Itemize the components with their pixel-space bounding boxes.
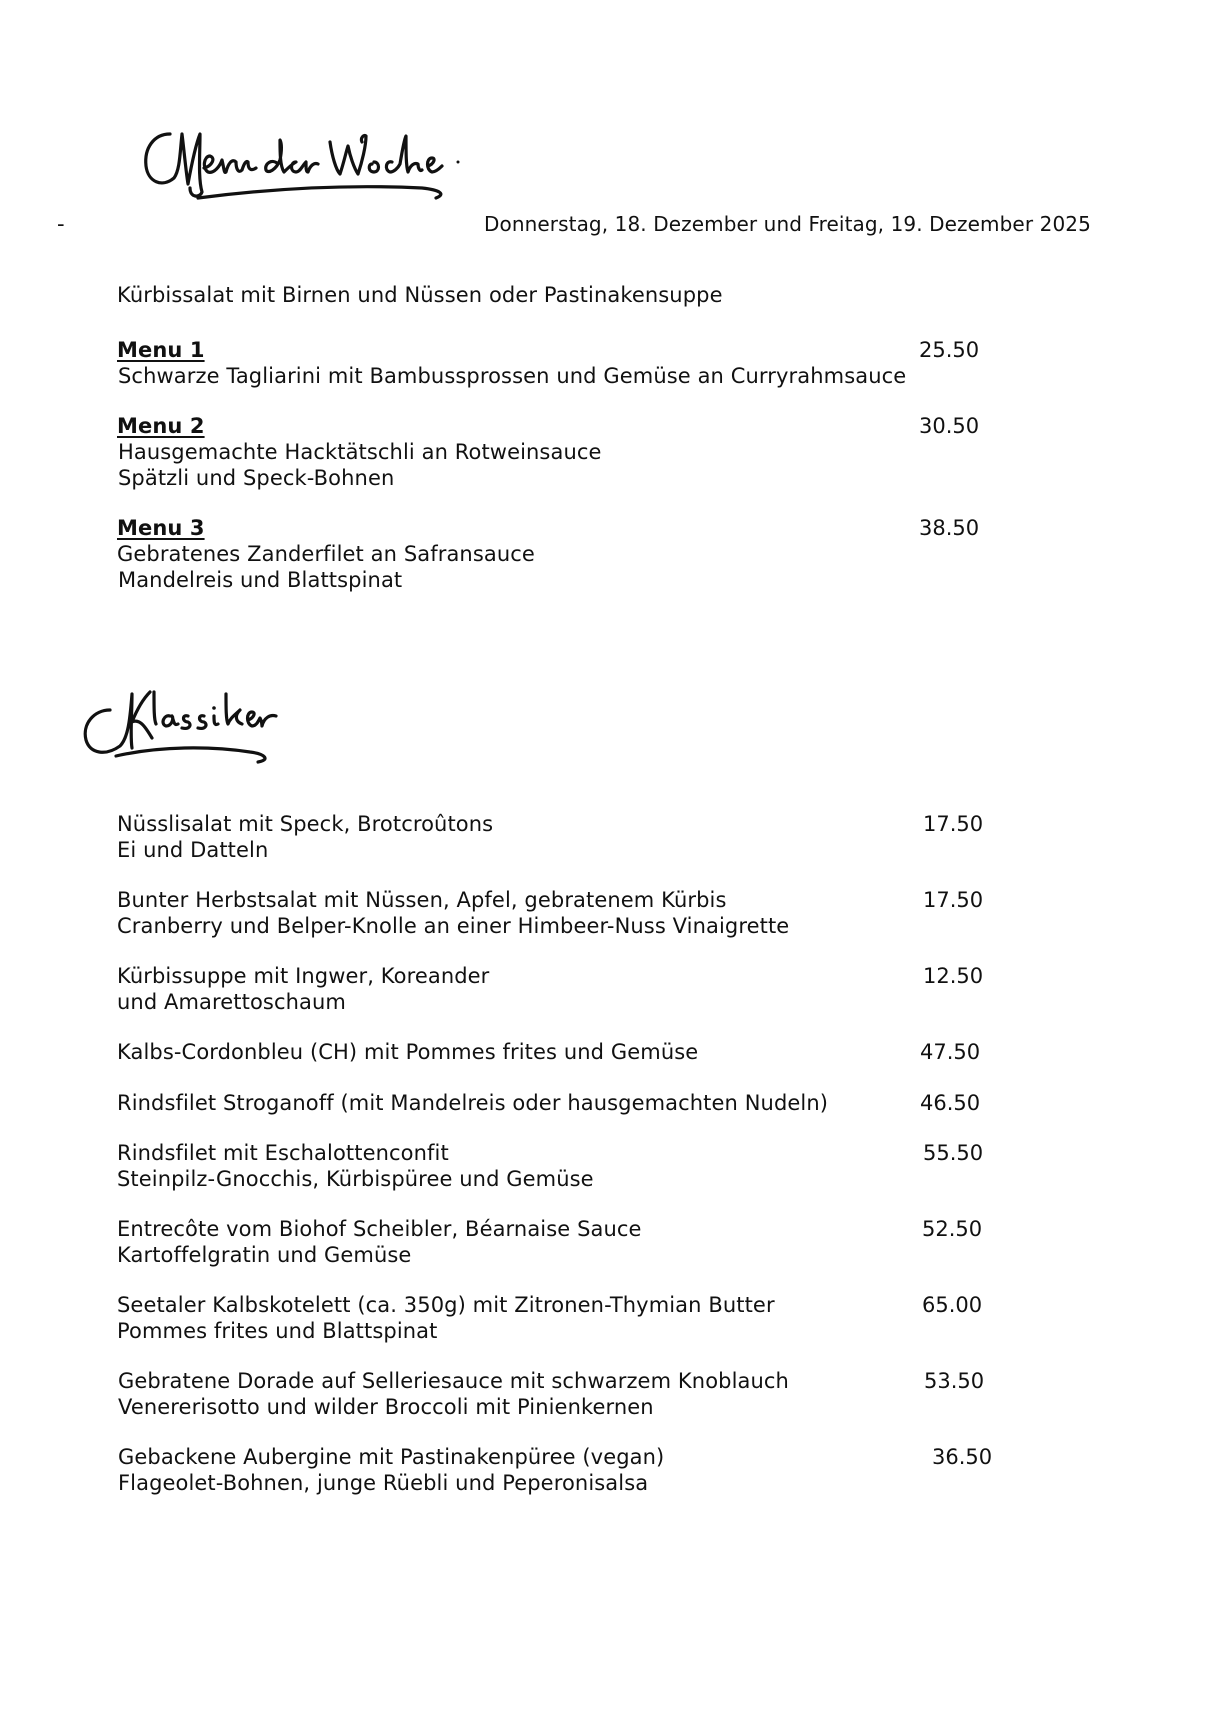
menu-3-line: Gebratenes Zanderfilet an Safransauce	[117, 542, 535, 566]
menu-1-title: Menu 1	[117, 338, 205, 362]
classic-item-line: Venererisotto und wilder Broccoli mit Pinienkernen	[118, 1395, 654, 1419]
classic-item-line: Kürbissuppe mit Ingwer, Koreander	[117, 964, 490, 988]
classic-item-line: Seetaler Kalbskotelett (ca. 350g) mit Zitronen-Thymian Butter	[117, 1293, 775, 1317]
date-line: Donnerstag, 18. Dezember und Freitag, 19. Dezember 2025	[484, 212, 1091, 236]
menu-3-line: Mandelreis und Blattspinat	[118, 568, 403, 592]
menu-1-line: Schwarze Tagliarini mit Bambussprossen und Gemüse an Curryrahmsauce	[118, 364, 907, 388]
classic-item-line: Kalbs-Cordonbleu (CH) mit Pommes frites und Gemüse	[117, 1040, 699, 1064]
classic-item-line: Steinpilz-Gnocchis, Kürbispüree und Gemüse	[117, 1167, 594, 1191]
classic-item-price: 12.50	[923, 964, 984, 988]
classic-item-line: Bunter Herbstsalat mit Nüssen, Apfel, gebratenem Kürbis	[117, 888, 727, 912]
menu-2-price: 30.50	[919, 414, 980, 438]
classic-item-price: 46.50	[920, 1091, 981, 1115]
menu-1-price: 25.50	[919, 338, 980, 362]
classic-item-price: 17.50	[923, 888, 984, 912]
classic-item-price: 53.50	[924, 1369, 985, 1393]
classic-item-line: Gebackene Aubergine mit Pastinakenpüree (vegan)	[118, 1445, 665, 1469]
classic-item-line: Rindsfilet Stroganoff (mit Mandelreis oder hausgemachten Nudeln)	[117, 1091, 829, 1115]
classic-item-line: Entrecôte vom Biohof Scheibler, Béarnaise Sauce	[117, 1217, 642, 1241]
classic-item-line: Gebratene Dorade auf Selleriesauce mit schwarzem Knoblauch	[118, 1369, 789, 1393]
menu-2-line: Spätzli und Speck-Bohnen	[118, 466, 395, 490]
classic-item-line: Flageolet-Bohnen, junge Rüebli und Peperonisalsa	[118, 1471, 649, 1495]
classic-item-line: Pommes frites und Blattspinat	[117, 1319, 438, 1343]
header-dash: -	[57, 212, 65, 236]
menu-2-title: Menu 2	[117, 414, 205, 438]
starter-line: Kürbissalat mit Birnen und Nüssen oder Pastinakensuppe	[117, 283, 723, 307]
menu-2-line: Hausgemachte Hacktätschli an Rotweinsauce	[118, 440, 602, 464]
klassiker-signature	[80, 680, 280, 770]
classic-item-line: Ei und Datteln	[117, 838, 269, 862]
classic-item-price: 55.50	[923, 1141, 984, 1165]
menu-der-woche-signature	[140, 122, 450, 212]
classic-item-line: Kartoffelgratin und Gemüse	[117, 1243, 412, 1267]
classic-item-line: Nüsslisalat mit Speck, Brotcroûtons	[117, 812, 494, 836]
classic-item-line: Cranberry und Belper-Knolle an einer Himbeer-Nuss Vinaigrette	[117, 914, 790, 938]
classic-item-price: 47.50	[920, 1040, 981, 1064]
classic-item-price: 17.50	[923, 812, 984, 836]
menu-3-title: Menu 3	[117, 516, 205, 540]
menu-3-price: 38.50	[919, 516, 980, 540]
classic-item-price: 52.50	[922, 1217, 983, 1241]
classic-item-price: 36.50	[932, 1445, 993, 1469]
classic-item-price: 65.00	[922, 1293, 983, 1317]
classic-item-line: und Amarettoschaum	[117, 990, 346, 1014]
classic-item-line: Rindsfilet mit Eschalottenconfit	[117, 1141, 449, 1165]
